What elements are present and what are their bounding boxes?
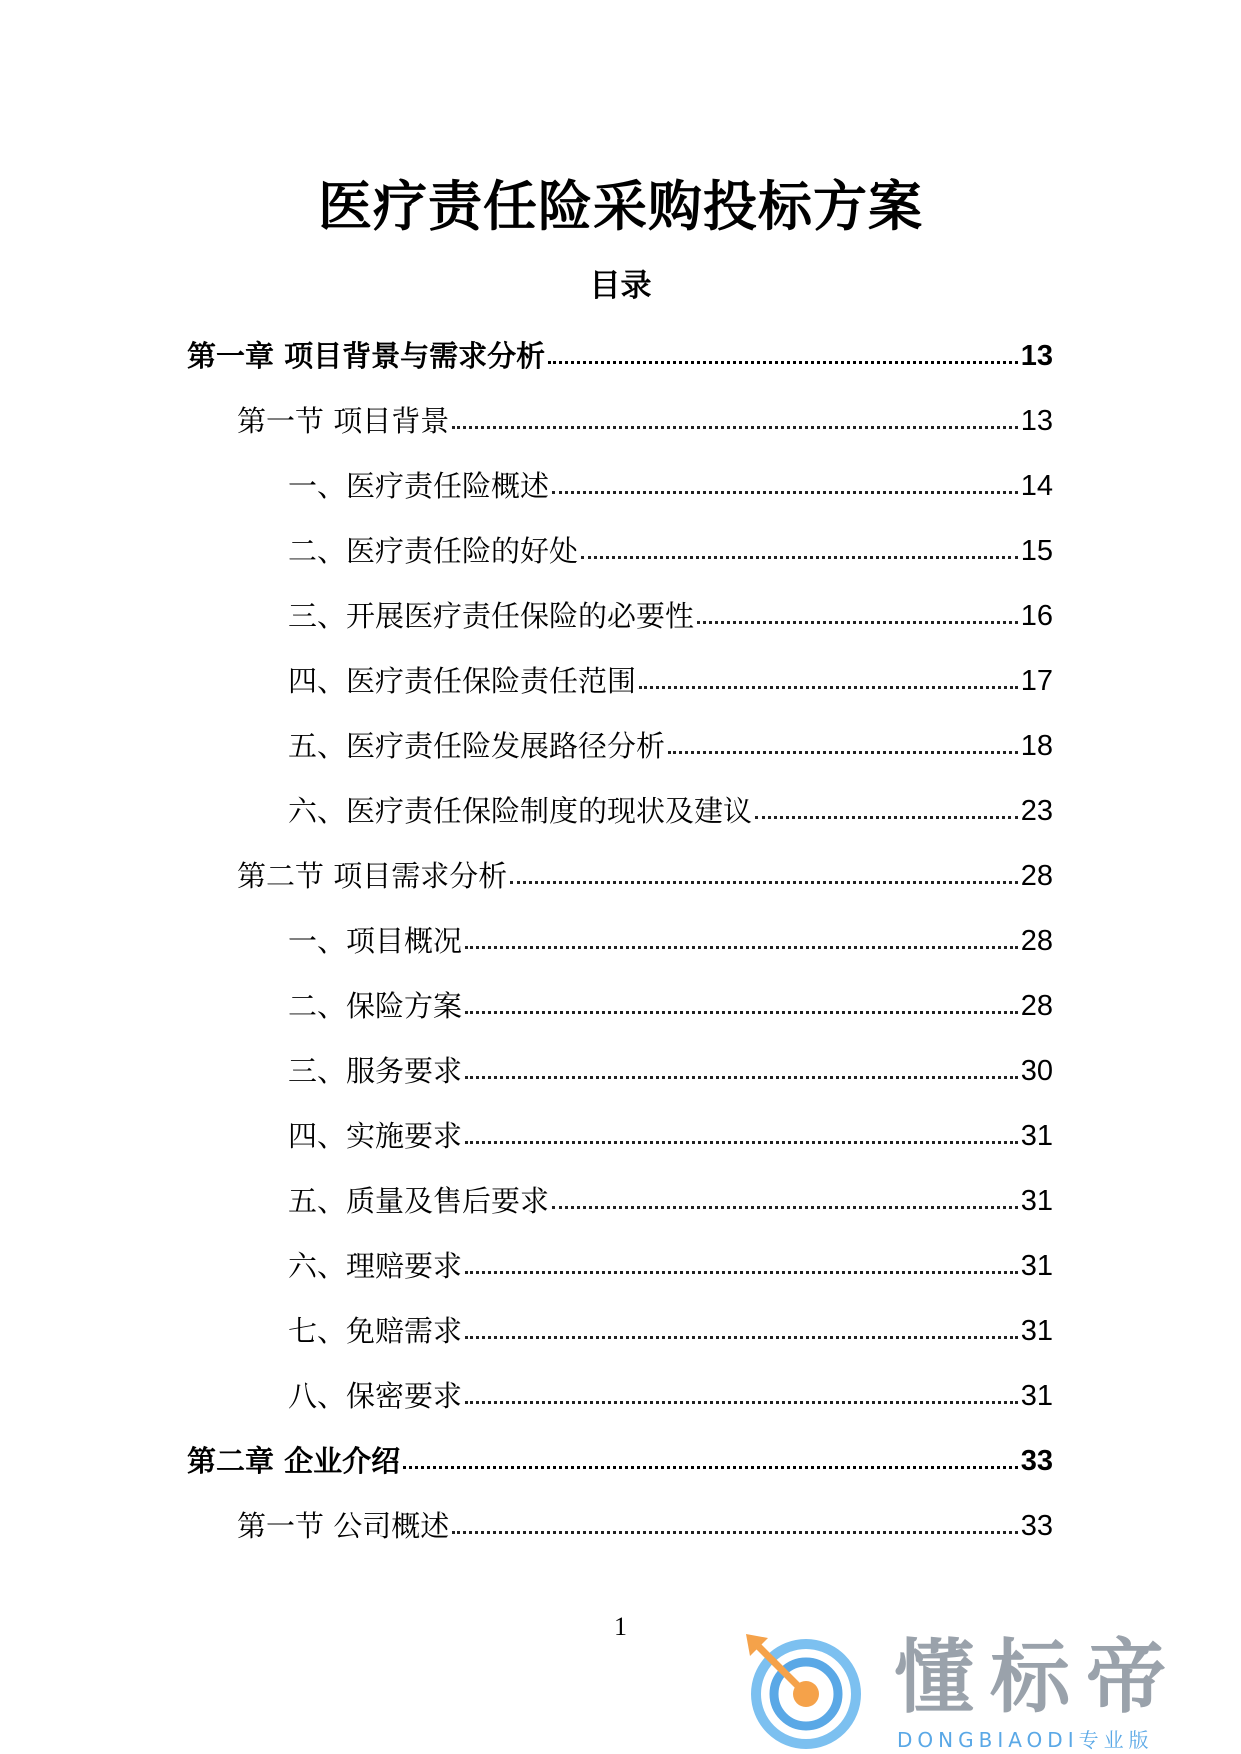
toc-dot-leader bbox=[465, 1336, 1018, 1339]
toc-entry-page: 31 bbox=[1020, 1119, 1053, 1152]
toc-entry-page: 16 bbox=[1020, 599, 1053, 632]
target-arrow-icon bbox=[744, 1632, 862, 1750]
toc-dot-leader bbox=[510, 881, 1018, 884]
toc-entry-text: 一、项目概况 bbox=[288, 923, 463, 958]
toc-entry-text: 四、实施要求 bbox=[288, 1118, 463, 1153]
watermark bbox=[744, 1632, 1214, 1752]
toc-entry-text: 第二章 企业介绍 bbox=[187, 1443, 401, 1478]
toc-entry-page: 31 bbox=[1020, 1184, 1053, 1217]
toc-entry[interactable] bbox=[0, 908, 1241, 973]
toc-entry-page: 13 bbox=[1020, 404, 1053, 437]
toc-entry-text: 四、医疗责任保险责任范围 bbox=[288, 663, 637, 698]
toc-dot-leader bbox=[465, 1141, 1018, 1144]
toc-entry[interactable] bbox=[0, 323, 1241, 388]
toc-dot-leader bbox=[403, 1466, 1018, 1469]
document-title: 医疗责任险采购投标方案 bbox=[318, 175, 923, 238]
toc-dot-leader bbox=[465, 1011, 1018, 1014]
toc-entry-page: 30 bbox=[1020, 1054, 1053, 1087]
toc-entry[interactable] bbox=[0, 1168, 1241, 1233]
toc-dot-leader bbox=[452, 1531, 1018, 1534]
toc-dot-leader bbox=[552, 1206, 1018, 1209]
toc-entry-page: 17 bbox=[1020, 664, 1053, 697]
toc-entry-text: 第一节 公司概述 bbox=[237, 1508, 450, 1543]
toc-entry-text: 三、开展医疗责任保险的必要性 bbox=[288, 598, 695, 633]
toc-dot-leader bbox=[465, 1271, 1018, 1274]
toc-dot-leader bbox=[548, 361, 1018, 364]
toc-entry-page: 15 bbox=[1020, 534, 1053, 567]
toc-entry-text: 三、服务要求 bbox=[288, 1053, 463, 1088]
toc-dot-leader bbox=[639, 686, 1018, 689]
toc-entry-page: 31 bbox=[1020, 1314, 1053, 1347]
table-of-contents bbox=[0, 323, 1241, 1558]
toc-dot-leader bbox=[668, 751, 1018, 754]
toc-entry-text: 第一章 项目背景与需求分析 bbox=[187, 338, 546, 373]
toc-dot-leader bbox=[755, 816, 1018, 819]
toc-entry-text: 五、质量及售后要求 bbox=[288, 1183, 550, 1218]
toc-dot-leader bbox=[465, 1076, 1018, 1079]
toc-entry[interactable] bbox=[0, 778, 1241, 843]
toc-entry[interactable] bbox=[0, 1363, 1241, 1428]
toc-entry-text: 五、医疗责任险发展路径分析 bbox=[288, 728, 666, 763]
toc-heading: 目录 bbox=[589, 268, 652, 304]
toc-entry-page: 13 bbox=[1020, 339, 1053, 372]
toc-dot-leader bbox=[452, 426, 1018, 429]
toc-entry-text: 六、理赔要求 bbox=[288, 1248, 463, 1283]
toc-entry[interactable] bbox=[0, 1103, 1241, 1168]
toc-dot-leader bbox=[465, 1401, 1018, 1404]
toc-dot-leader bbox=[697, 621, 1018, 624]
toc-entry-text: 一、医疗责任险概述 bbox=[288, 468, 550, 503]
toc-entry[interactable] bbox=[0, 1233, 1241, 1298]
toc-entry-text: 七、免赔需求 bbox=[288, 1313, 463, 1348]
toc-entry[interactable] bbox=[0, 648, 1241, 713]
toc-entry-text: 第二节 项目需求分析 bbox=[237, 858, 508, 893]
toc-entry[interactable] bbox=[0, 1038, 1241, 1103]
toc-entry-page: 23 bbox=[1020, 794, 1053, 827]
toc-entry-page: 18 bbox=[1020, 729, 1053, 762]
toc-entry[interactable] bbox=[0, 973, 1241, 1038]
toc-entry-text: 六、医疗责任保险制度的现状及建议 bbox=[288, 793, 753, 828]
toc-entry[interactable] bbox=[0, 583, 1241, 648]
toc-entry[interactable] bbox=[0, 843, 1241, 908]
toc-entry-page: 28 bbox=[1020, 924, 1053, 957]
toc-entry[interactable] bbox=[0, 1298, 1241, 1363]
toc-entry-page: 31 bbox=[1020, 1379, 1053, 1412]
toc-entry-text: 第一节 项目背景 bbox=[237, 403, 450, 438]
toc-entry[interactable] bbox=[0, 713, 1241, 778]
watermark-subtitle: DONGBIAODI专业版 bbox=[897, 1728, 1154, 1752]
toc-dot-leader bbox=[552, 491, 1018, 494]
toc-dot-leader bbox=[465, 946, 1018, 949]
page-number: 1 bbox=[614, 1612, 627, 1641]
toc-entry[interactable] bbox=[0, 518, 1241, 583]
toc-dot-leader bbox=[581, 556, 1018, 559]
toc-entry-page: 33 bbox=[1020, 1509, 1053, 1542]
toc-entry-text: 二、医疗责任险的好处 bbox=[288, 533, 579, 568]
toc-entry-page: 28 bbox=[1020, 859, 1053, 892]
toc-entry-page: 14 bbox=[1020, 469, 1053, 502]
toc-entry[interactable] bbox=[0, 388, 1241, 453]
toc-entry[interactable] bbox=[0, 453, 1241, 518]
toc-entry-text: 二、保险方案 bbox=[288, 988, 463, 1023]
toc-entry[interactable] bbox=[0, 1428, 1241, 1493]
toc-entry-page: 33 bbox=[1020, 1444, 1053, 1477]
toc-entry-page: 28 bbox=[1020, 989, 1053, 1022]
toc-entry-text: 八、保密要求 bbox=[288, 1378, 463, 1413]
watermark-brand: 懂标帝 bbox=[894, 1631, 1182, 1724]
toc-entry-page: 31 bbox=[1020, 1249, 1053, 1282]
toc-entry[interactable] bbox=[0, 1493, 1241, 1558]
